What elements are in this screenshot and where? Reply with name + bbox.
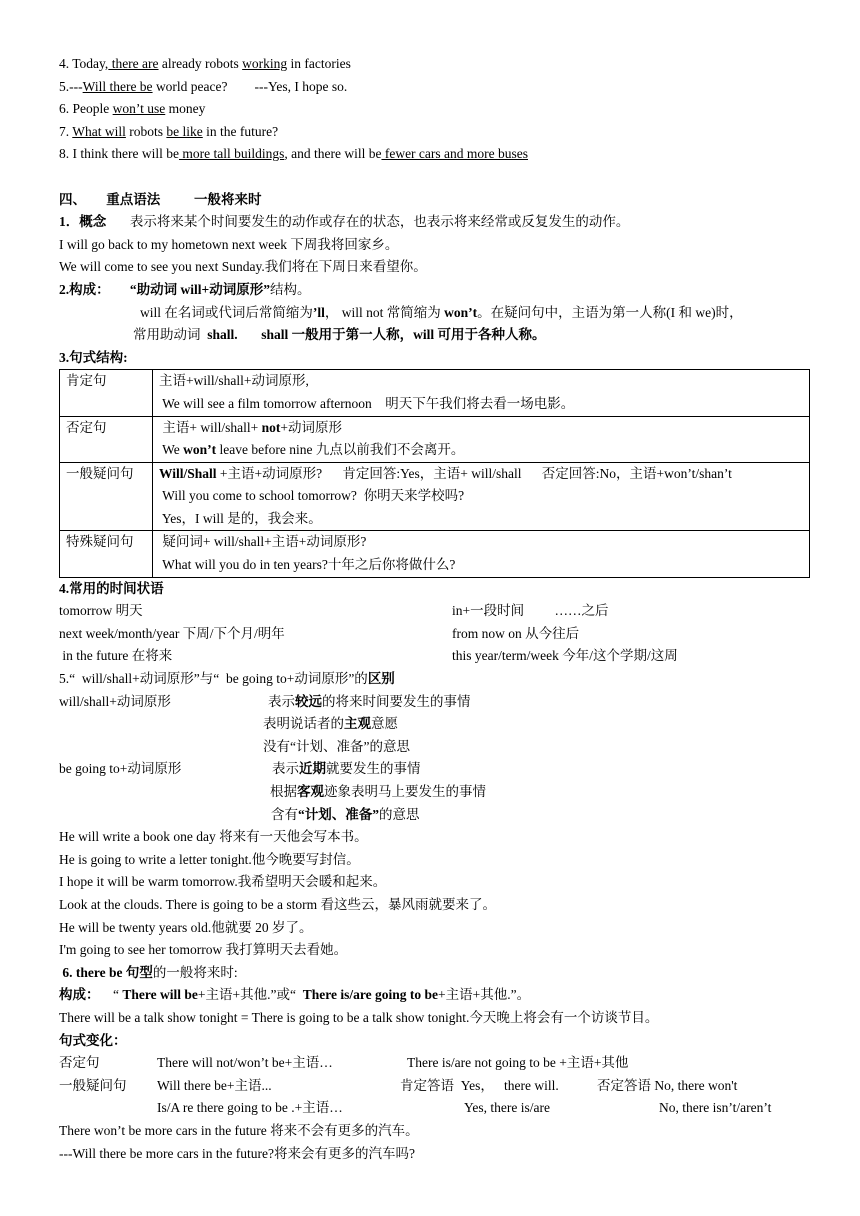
text: world peace? ---Yes, I hope so. (152, 78, 348, 94)
row-label: 一般疑问句 (60, 462, 153, 531)
table-row (60, 416, 810, 462)
row-label: 肯定句 (60, 370, 153, 416)
text: +主语+动词原形? 肯定回答:Yes，主语+ will/shall 否定回答:No，主语+won’t/shan’t (216, 465, 732, 481)
q2-a: Is/A re there going to be .+主语… (157, 1100, 343, 1116)
q2-yes: Yes, there is/are (464, 1100, 550, 1116)
row-content (153, 370, 810, 416)
sentence-structure-table (59, 369, 810, 577)
there-be-example: There will be a talk show tonight = There is going to be a talk show tonight.今天晚上将会有一个访谈节目。 (59, 1009, 659, 1025)
q2-no: No, there isn’t/aren’t (659, 1100, 772, 1116)
diff-line: 表明说话者的主观意愿 (263, 716, 398, 732)
text: in the future? (202, 123, 279, 139)
time-right: from now on 从今往后 (452, 625, 580, 641)
form-note-1 (59, 302, 819, 325)
example-line-5 (59, 76, 819, 99)
underlined-text: be like (166, 123, 203, 139)
q-no: 否定答语 No, there won't (597, 1077, 738, 1093)
time-row (59, 623, 819, 646)
example-line-8 (59, 143, 819, 166)
diff-line: 表示较远的将来时间要发生的事情 (268, 693, 471, 709)
concept-label: 1．概念 (59, 214, 107, 230)
row-content (153, 531, 810, 577)
row-label: 否定句 (60, 416, 153, 462)
will-label: will/shall+动词原形 (59, 693, 171, 709)
text: , and there will be (284, 146, 382, 162)
going-label: be going to+动词原形 (59, 761, 182, 777)
cell-line (159, 417, 803, 440)
time-left: tomorrow 明天 (59, 603, 143, 619)
underlined-text: What will (72, 123, 126, 139)
text: 常用助动词 (133, 327, 204, 343)
neg-row (59, 1052, 819, 1075)
text: 5.“ will/shall+动词原形”与“ be going to+动词原形”的 (59, 671, 368, 687)
text: +动词原形 (280, 419, 342, 435)
example-line-6 (59, 98, 819, 121)
bold-text: Will/Shall (159, 465, 217, 481)
cell-line: 主语+will/shall+动词原形, (159, 373, 309, 389)
form-tail: 结构。 (269, 281, 311, 297)
question-row-2 (59, 1097, 819, 1120)
time-right: in+一段时间 ……之后 (452, 603, 609, 619)
difference-title (59, 668, 819, 691)
bold-text: shall. shall 一般用于第一人称，will 可用于各种人称。 (203, 327, 546, 343)
text: 主语+ will/shall+ (159, 419, 262, 435)
form-line (59, 279, 819, 302)
q-label: 一般疑问句 (59, 1077, 127, 1093)
question-row (59, 1075, 819, 1098)
example-sentence: Look at the clouds. There is going to be a storm 看这些云，暴风雨就要来了。 (59, 896, 496, 912)
neg-a: There will not/won’t be+主语… (157, 1055, 333, 1071)
form-label: 2.构成： (59, 281, 110, 297)
final-sentence: ---Will there be more cars in the future?将来会有更多的汽车吗? (59, 1145, 415, 1161)
text: will 在名词或代词后常简缩为 (140, 304, 313, 320)
example-sentence: He will write a book one day 将来有一天他会写本书。 (59, 829, 368, 845)
bold-text: ’ll (312, 304, 325, 320)
structure-label: 3.句式结构: (59, 349, 128, 365)
underlined-text: more tall buildings (178, 146, 285, 162)
example-line-4 (59, 53, 819, 76)
table-row (60, 462, 810, 531)
text: 5.--- (59, 78, 83, 94)
text: We (159, 442, 184, 458)
text: ， will not 常简缩为 (324, 304, 445, 320)
form-note-2 (59, 324, 819, 347)
text: 。在疑问句中，主语为第一人称(I 和 we)时， (477, 304, 743, 320)
bold-text: won’t (444, 304, 478, 320)
diff-row (59, 781, 819, 804)
there-be-form: 构成： “ There will be+主语+其他.”或“ There is/are going to be+主语+其他.”。 (59, 987, 531, 1003)
q-yes: 肯定答语 Yes， there will. (400, 1077, 559, 1093)
text: in factories (287, 56, 351, 71)
time-row (59, 645, 819, 668)
diff-row (59, 691, 819, 714)
diff-line: 没有“计划、准备”的意思 (263, 738, 410, 754)
time-label: 4.常用的时间状语 (59, 580, 164, 596)
diff-row (59, 758, 819, 781)
concept-line (59, 211, 819, 234)
underlined-text: fewer cars and more buses (381, 146, 529, 162)
document-page (59, 53, 819, 1165)
example-line-7 (59, 121, 819, 144)
text: robots (125, 123, 167, 139)
concept-text: 表示将来某个时间要发生的动作或存在的状态，也表示将来经常或反复发生的动作。 (106, 214, 630, 230)
example-sentence: I'm going to see her tomorrow 我打算明天去看她。 (59, 942, 348, 958)
underlined-text: Will there be (82, 78, 153, 94)
row-content (153, 462, 810, 531)
cell-line: Will you come to school tomorrow? 你明天来学校吗? (159, 488, 465, 504)
text: 7. (59, 123, 73, 139)
diff-line: 含有“计划、准备”的意思 (271, 806, 420, 822)
concept-example-2: We will come to see you next Sunday.我们将在下周日来看望你。 (59, 259, 427, 275)
time-right: this year/term/week 今年/这个学期/这周 (452, 648, 678, 664)
diff-row (59, 804, 819, 827)
bold-text: won’t (183, 442, 217, 458)
bold-text: 区别 (367, 671, 395, 687)
table-row (60, 531, 810, 577)
cell-line: We will see a film tomorrow afternoon 明天下午我们将去看一场电影。 (159, 395, 575, 411)
cell-line (159, 439, 803, 462)
text: money (165, 101, 206, 117)
cell-line: Yes，I will 是的，我会来。 (159, 510, 322, 526)
change-label: 句式变化： (59, 1032, 127, 1048)
text: 4. Today, (59, 56, 109, 71)
underlined-text: won’t use (112, 101, 166, 117)
example-sentence: He is going to write a letter tonight.他今晚要写封信。 (59, 851, 360, 867)
time-left: in the future 在将来 (59, 648, 173, 664)
text: leave before nine 九点以前我们不会离开。 (216, 442, 465, 458)
diff-line: 表示近期就要发生的事情 (272, 761, 421, 777)
row-content (153, 416, 810, 462)
diff-row (59, 713, 819, 736)
spacer (59, 166, 819, 189)
bold-text: not (261, 419, 281, 435)
final-sentence: There won’t be more cars in the future 将来不会有更多的汽车。 (59, 1122, 419, 1138)
neg-b: There is/are not going to be +主语+其他 (407, 1055, 629, 1071)
text: 6. People (59, 101, 113, 117)
example-sentence: He will be twenty years old.他就要 20 岁了。 (59, 919, 313, 935)
diff-line: 根据客观迹象表明马上要发生的事情 (270, 784, 486, 799)
underlined-text: there are (108, 56, 159, 71)
time-left: next week/month/year 下周/下个月/明年 (59, 625, 285, 641)
q-a: Will there be+主语... (157, 1077, 272, 1093)
time-row (59, 600, 819, 623)
cell-line (159, 463, 809, 486)
section-heading: 四、 重点语法 一般将来时 (59, 191, 262, 207)
cell-line: 疑问词+ will/shall+主语+动词原形? (159, 534, 367, 550)
concept-example-1: I will go back to my hometown next week 下周我将回家乡。 (59, 236, 399, 252)
text: already robots (158, 56, 243, 71)
example-sentence: I hope it will be warm tomorrow.我希望明天会暖和起来。 (59, 874, 387, 890)
row-label: 特殊疑问句 (60, 531, 153, 577)
neg-label: 否定句 (59, 1055, 100, 1071)
diff-row (59, 736, 819, 759)
table-row (60, 370, 810, 416)
text: 8. I think there will be (59, 146, 179, 162)
form-text: “助动词 will+动词原形” (109, 281, 270, 297)
cell-line: What will you do in ten years?十年之后你将做什么? (159, 557, 456, 573)
there-be-title: 6. there be 句型的一般将来时: (59, 964, 238, 980)
underlined-text: working (242, 56, 288, 71)
